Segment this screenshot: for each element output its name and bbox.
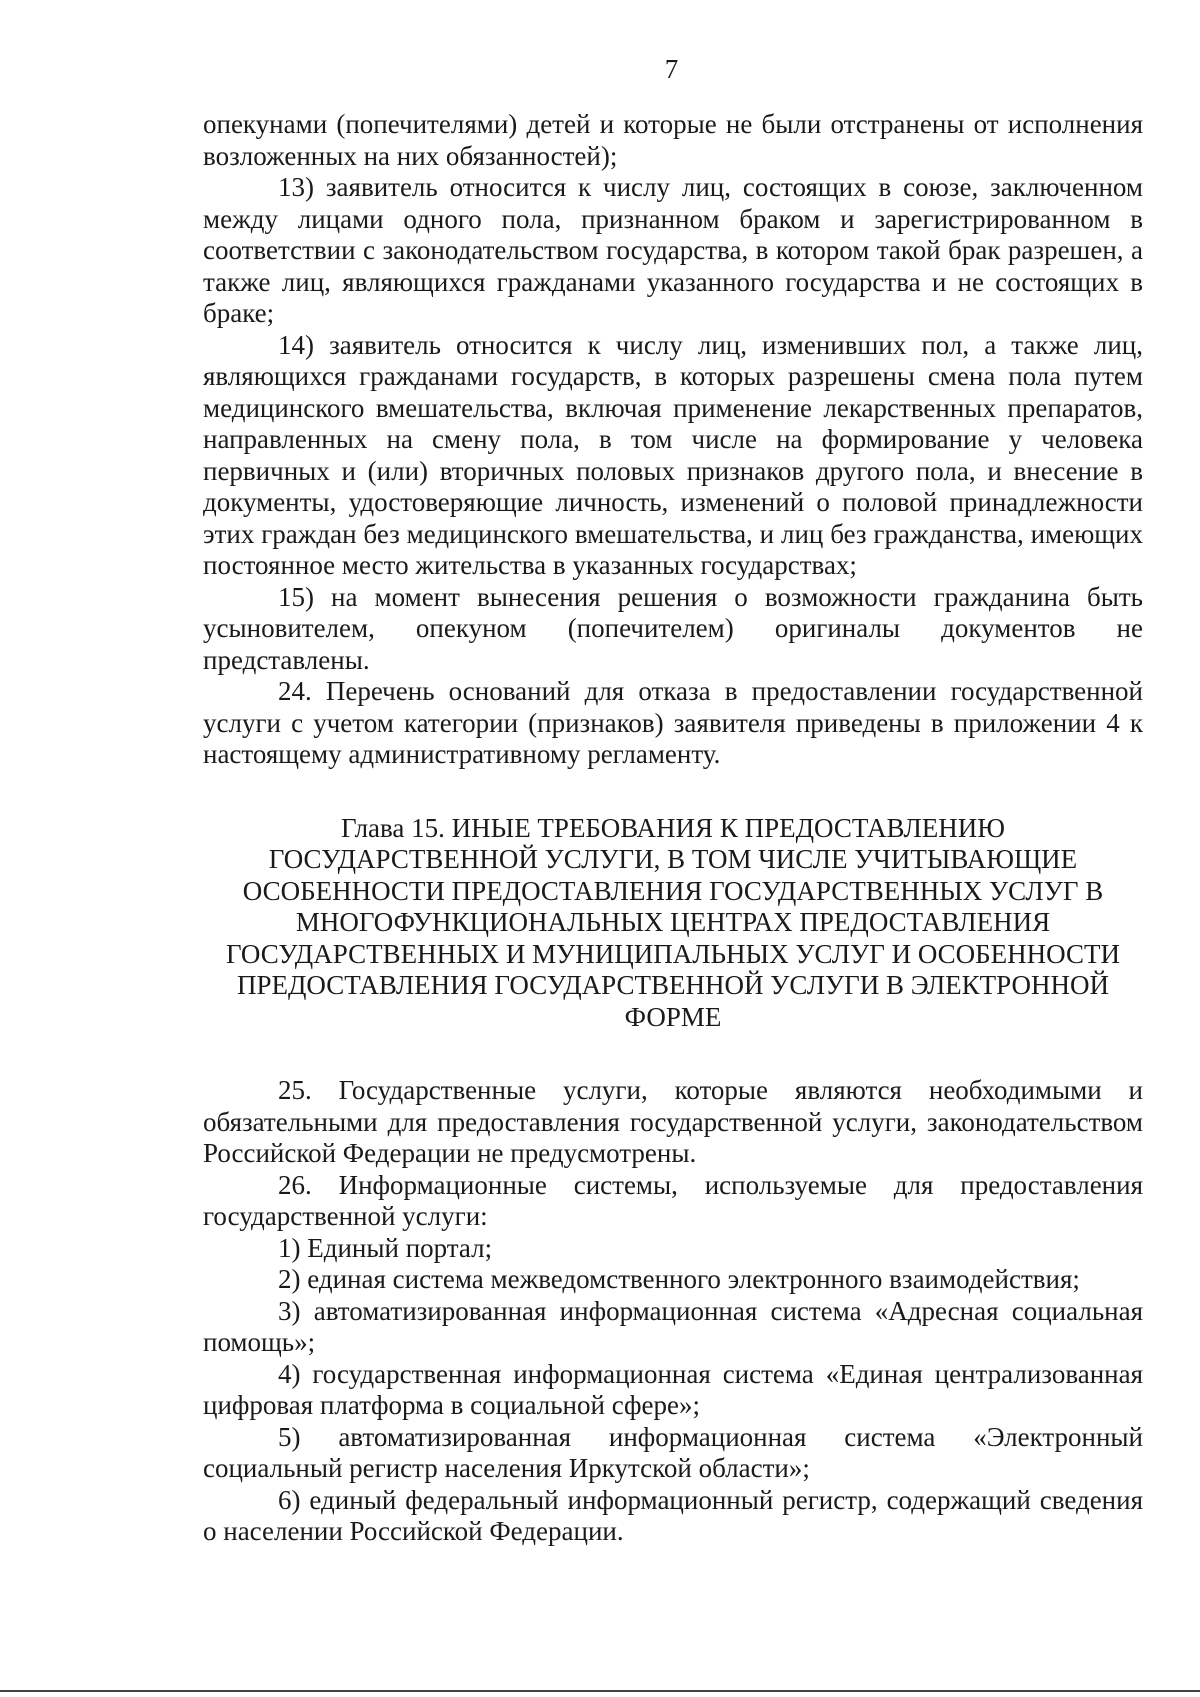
paragraph-24: 24. Перечень оснований для отказа в предоставлении государственной услуги с учетом категории (признаков) заявителя приведены в приложении 4 к настоящему административному регламенту.: [203, 676, 1143, 769]
heading-line: ПРЕДОСТАВЛЕНИЯ ГОСУДАРСТВЕННОЙ УСЛУГИ В ЭЛЕКТРОННОЙ: [236, 970, 1110, 1000]
paragraph-item-14: 14) заявитель относится к числу лиц, изменивших пол, а также лиц, являющихся гражданами государств, в которых разрешены смена пола путем медицинского вмешательства, включая применение лекарственных препаратов, направленных на смену пола, в том числе на формирование у человека первичных и (или) вторичных половых признаков другого пола, и внесение в документы, удостоверяющие личность, изменений о половой принадлежности этих граждан без медицинского вмешательства, и лиц без гражданства, имеющих постоянное место жительства в указанных государствах;: [203, 329, 1143, 580]
list-item-6: 6) единый федеральный информационный регистр, содержащий сведения о населении Российской Федерации.: [203, 1484, 1143, 1546]
list-item-3: 3) автоматизированная информационная система «Адресная социальная помощь»;: [203, 1295, 1143, 1357]
document-body: [203, 109, 1143, 1548]
paragraph-continuation: опекунами (попечителями) детей и которые не были отстранены от исполнения возложенных на них обязанностей);: [203, 109, 1143, 171]
heading-line: Глава 15. ИНЫЕ ТРЕБОВАНИЯ К ПРЕДОСТАВЛЕНИЮ: [340, 812, 1006, 843]
paragraph-25: 25. Государственные услуги, которые являются необходимыми и обязательными для предоставления государственной услуги, законодательством Российской Федерации не предусмотрены.: [203, 1075, 1143, 1168]
list-item-4: 4) государственная информационная система «Единая централизованная цифровая платформа в социальной сфере»;: [203, 1358, 1143, 1420]
page-number: 7: [664, 54, 679, 84]
paragraph-26: 26. Информационные системы, используемые для предоставления государственной услуги:: [203, 1169, 1143, 1231]
scan-bottom-edge: [0, 1690, 1200, 1692]
heading-line: МНОГОФУНКЦИОНАЛЬНЫХ ЦЕНТРАХ ПРЕДОСТАВЛЕНИЯ: [295, 907, 1051, 937]
heading-line: ГОСУДАРСТВЕННОЙ УСЛУГИ, В ТОМ ЧИСЛЕ УЧИТЫВАЮЩИЕ: [268, 844, 1078, 874]
heading-line: ОСОБЕННОСТИ ПРЕДОСТАВЛЕНИЯ ГОСУДАРСТВЕННЫХ УСЛУГ В: [242, 875, 1104, 906]
list-item-2: 2) единая система межведомственного электронного взаимодействия;: [278, 1264, 1080, 1294]
heading-line: ФОРМЕ: [624, 1001, 722, 1032]
heading-line: ГОСУДАРСТВЕННЫХ И МУНИЦИПАЛЬНЫХ УСЛУГ И ОСОБЕННОСТИ: [226, 938, 1120, 969]
list-item-1: 1) Единый портал;: [278, 1232, 493, 1263]
list-item-5: 5) автоматизированная информационная система «Электронный социальный регистр населения Иркутской области»;: [203, 1421, 1143, 1483]
paragraph-item-15: 15) на момент вынесения решения о возможности гражданина быть усыновителем, опекуном (попечителем) оригиналы документов не представлены.: [203, 581, 1143, 675]
paragraph-item-13: 13) заявитель относится к числу лиц, состоящих в союзе, заключенном между лицами одного пола, признанном браком и зарегистрированном в соответствии с законодательством государства, в котором такой брак разрешен, а также лиц, являющихся гражданами указанного государства и не состоящих в браке;: [203, 172, 1143, 328]
chapter-heading: [203, 813, 1143, 1034]
